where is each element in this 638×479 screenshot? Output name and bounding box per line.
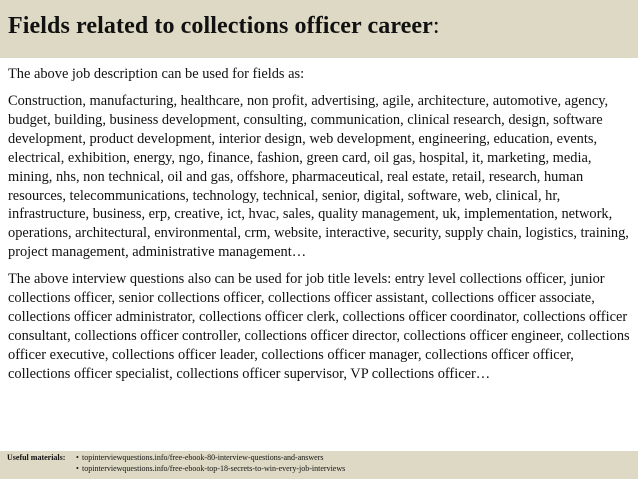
fields-paragraph: Construction, manufacturing, healthcare, non profit, advertising, agile, architecture, automotive, agency, budget, building, business development, consulting, communication, clinical research, design, software development, product development, interior design, web development, engineering, education, events, electrical, exhibition, energy, ngo, finance, fashion, green card, oil gas, hospital, it, marketing, media, mining, nhs, non technical, oil and gas, offshore, pharmaceutical, real estate, retail, research, human resources, telecommunications, technology, technical, senior, digital, software, web, clinical, hr, infrastructure, business, erp, creative, ict, hvac, sales, quality management, uk, implementation, network, operations, architectural, environmental, crm, website, interactive, security, supply chain, logistics, training, project management, administrative management… — [8, 93, 629, 261]
footer-bar — [0, 451, 638, 479]
slide-title-colon: : — [432, 13, 440, 39]
bullet-icon: • — [76, 463, 79, 473]
bullet-icon: • — [76, 453, 79, 462]
job-levels-paragraph: The above interview questions also can be used for job title levels: entry level collections officer, junior collections officer, senior collections officer, collections officer assistant, collections officer associate, collections officer administrator, collections officer clerk, collections officer coordinator, collections officer consultant, collections officer controller, collections officer director, collections officer engineer, collections officer executive, collections officer leader, collections officer manager, collections officer officer, collections officer specialist, collections officer supervisor, VP collections officer… — [8, 271, 630, 382]
slide-title-text: Fields related to collections officer career — [8, 13, 433, 39]
footer-row-1 — [7, 453, 638, 464]
footer-link-ebook-18[interactable]: topinterviewquestions.info/free-ebook-top-18-secrets-to-win-every-job-interviews — [82, 463, 346, 473]
title-bar — [0, 0, 638, 58]
footer-row-2 — [7, 464, 638, 475]
useful-materials-label: Useful materials: — [7, 453, 66, 462]
footer-link-ebook-80[interactable]: topinterviewquestions.info/free-ebook-80-interview-questions-and-answers — [82, 453, 324, 462]
slide-content — [8, 65, 634, 384]
intro-text: The above job description can be used for fields as: — [8, 66, 305, 82]
slide-title — [8, 11, 638, 41]
